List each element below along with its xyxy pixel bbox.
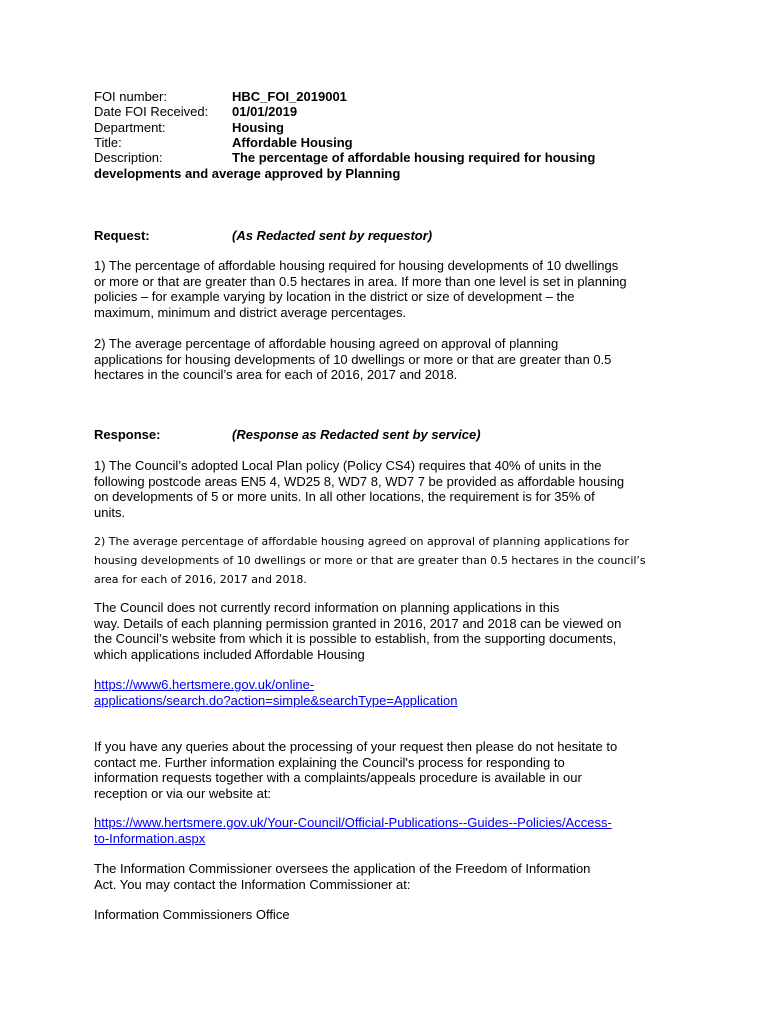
text-line: hectares in the council’s area for each of 2016, 2017 and 2018.	[94, 367, 458, 382]
link-line[interactable]: https://www6.hertsmere.gov.uk/online-	[94, 677, 315, 692]
text-line: 1) The Council’s adopted Local Plan policy (Policy CS4) requires that 40% of units in the	[94, 458, 602, 473]
response-item-1	[94, 458, 684, 520]
planning-search-link[interactable]	[94, 677, 684, 708]
text-line: The Council does not currently record information on planning applications in this	[94, 600, 560, 615]
link-line[interactable]: https://www.hertsmere.gov.uk/Your-Council/Official-Publications--Guides--Policies/Access-	[94, 815, 612, 830]
text-line: reception or via our website at:	[94, 785, 272, 801]
text-line: If you have any queries about the processing of your request then please do not hesitate to	[94, 739, 618, 754]
text-line: contact me. Further information explaining the Council's process for responding to	[94, 754, 565, 770]
date-received-value: 01/01/2019	[232, 104, 298, 119]
text-line: housing developments of 10 dwellings or more or that are greater than 0.5 hectares in the council’s	[94, 554, 646, 567]
text-line: following postcode areas EN5 4, WD25 8, WD7 8, WD7 7 be provided as affordable housing	[94, 473, 625, 489]
request-item-1	[94, 258, 684, 320]
description-continuation: developments and average approved by Planning	[94, 166, 401, 181]
commissioner-office: Information Commissioners Office	[94, 907, 290, 922]
department-value: Housing	[232, 120, 284, 135]
foi-number-value: HBC_FOI_2019001	[232, 89, 347, 104]
text-line: 2) The average percentage of affordable housing agreed on approval of planning	[94, 336, 559, 351]
text-line: way. Details of each planning permission granted in 2016, 2017 and 2018 can be viewed on	[94, 615, 622, 631]
text-line: on developments of 5 or more units. In all other locations, the requirement is for 35% of	[94, 489, 595, 504]
text-line: maximum, minimum and district average percentages.	[94, 304, 407, 320]
response-note: (Response as Redacted sent by service)	[232, 427, 481, 442]
text-line: 2) The average percentage of affordable housing agreed on approval of planning applications for	[94, 535, 629, 548]
foi-number-label: FOI number:	[94, 89, 167, 104]
request-note: (As Redacted sent by requestor)	[232, 228, 433, 243]
text-line: which applications included Affordable Housing	[94, 646, 365, 662]
response-label: Response:	[94, 427, 161, 442]
link-line[interactable]: to-Information.aspx	[94, 830, 206, 846]
text-line: area for each of 2016, 2017 and 2018.	[94, 573, 307, 586]
department-label: Department:	[94, 120, 166, 135]
record-note	[94, 600, 684, 662]
text-line: Act. You may contact the Information Commissioner at:	[94, 876, 411, 892]
link-line[interactable]: applications/search.do?action=simple&searchType=Application	[94, 692, 458, 708]
queries-paragraph	[94, 739, 684, 801]
commissioner-paragraph	[94, 861, 684, 892]
date-received-label: Date FOI Received:	[94, 104, 209, 119]
text-line: units.	[94, 504, 126, 520]
text-line: 1) The percentage of affordable housing required for housing developments of 10 dwellings	[94, 258, 619, 273]
text-line: or more or that are greater than 0.5 hectares in area. If more than one level is set in planning	[94, 273, 627, 289]
text-line: policies – for example varying by location in the district or size of development – the	[94, 289, 575, 304]
request-item-2	[94, 336, 684, 383]
description-label: Description:	[94, 150, 163, 165]
text-line: The Information Commissioner oversees the application of the Freedom of Information	[94, 861, 591, 876]
request-label: Request:	[94, 228, 150, 243]
text-line: applications for housing developments of 10 dwellings or more or that are greater than 0.5	[94, 351, 612, 367]
response-item-2	[94, 532, 684, 589]
title-value: Affordable Housing	[232, 135, 353, 150]
description-value: The percentage of affordable housing required for housing	[232, 150, 596, 165]
text-line: the Council’s website from which it is possible to establish, from the supporting documents,	[94, 631, 617, 646]
text-line: information requests together with a complaints/appeals procedure is available in our	[94, 770, 582, 785]
title-label: Title:	[94, 135, 122, 150]
access-to-information-link[interactable]	[94, 815, 684, 846]
